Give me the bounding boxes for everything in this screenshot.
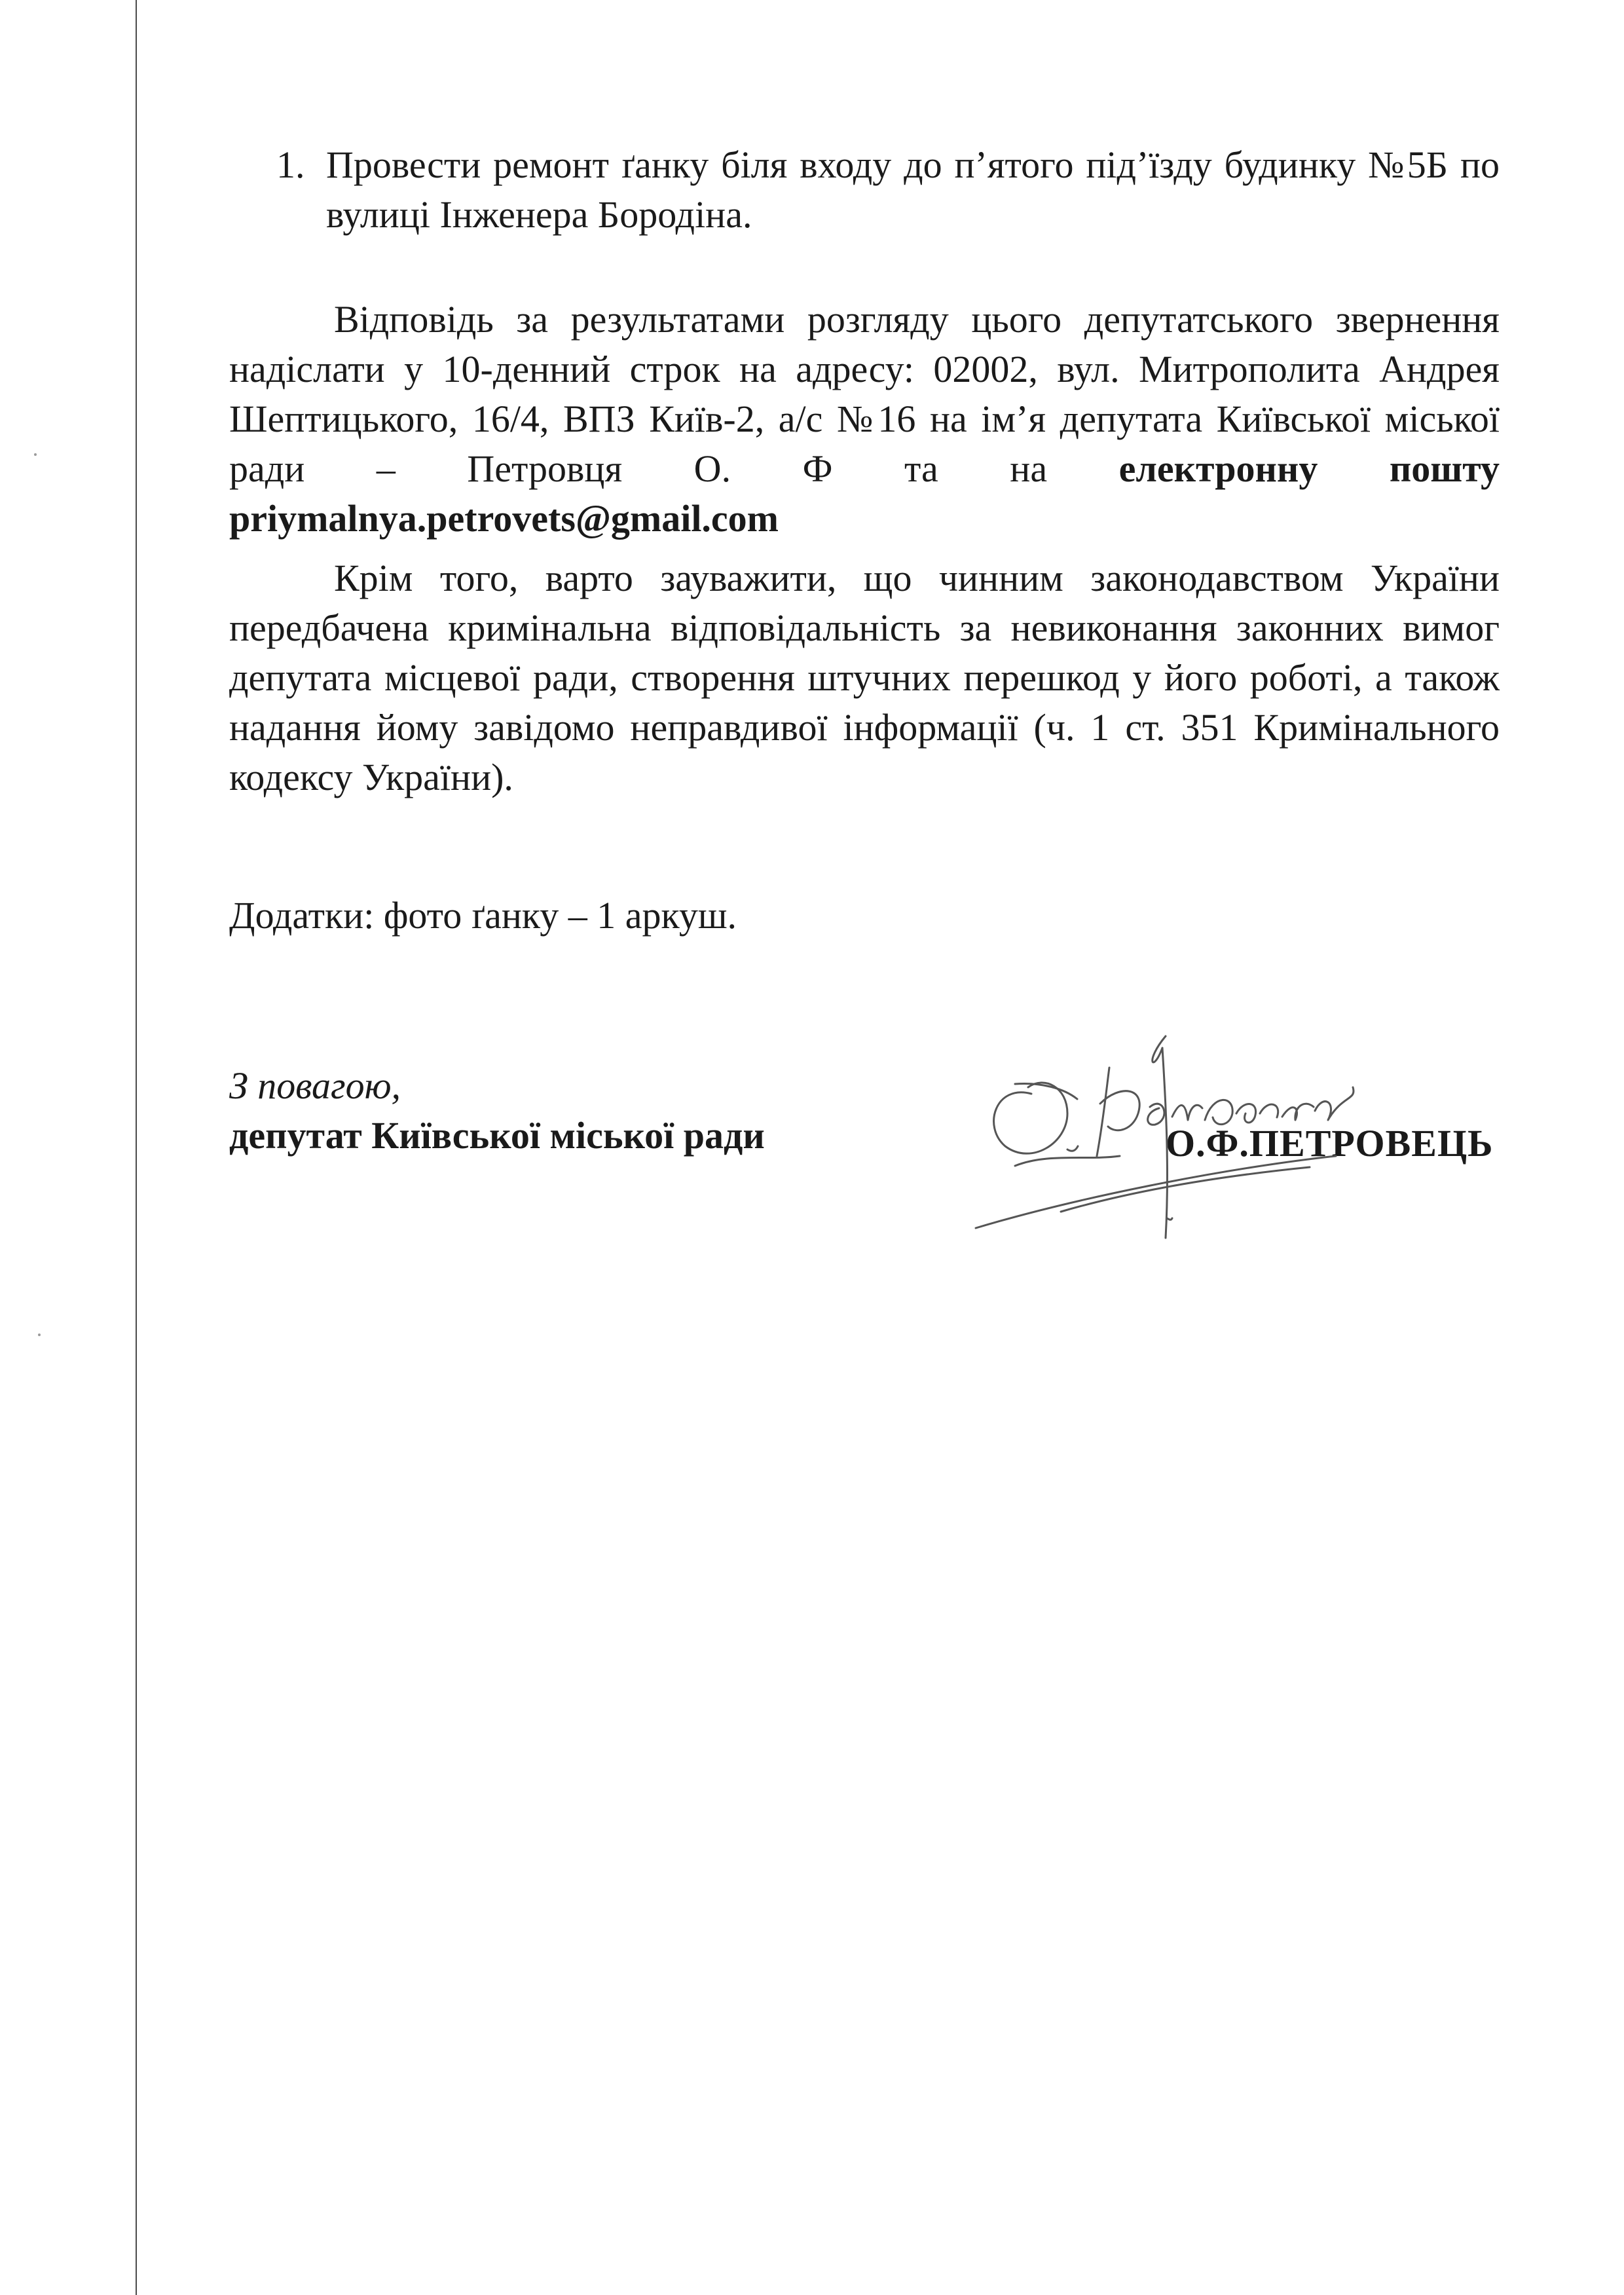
- scan-page-edge: [136, 0, 137, 2295]
- response-paragraph: [229, 295, 1500, 544]
- liability-paragraph: Крім того, варто зауважити, що чинним законодавством України передбачена кримінальна відповідальність за невиконання законних вимог депутата місцевої ради, створення штучних перешкод у його роботі, а також надання йому завідомо неправдивої інформації (ч. 1 ст. 351 Кримінального кодексу України).: [229, 557, 1500, 798]
- scan-speck: [38, 1334, 41, 1336]
- email-address: priymalnya.petrovets@gmail.com: [229, 497, 779, 540]
- signer-position: депутат Київської міської ради: [229, 1114, 765, 1157]
- attachments-line: Додатки: фото ґанку – 1 аркуш.: [229, 894, 737, 937]
- response-text: Відповідь за результатами розгляду цього депутатського звернення надіслати у 10-денний строк на адресу: 02002, вул. Митрополита Андрея Шептицького, 16/4, ВПЗ Київ-2, а/с №16 на ім’я депутата Київської міської ради – Петровця О. Ф та на: [229, 298, 1500, 490]
- closing-salutation: З повагою,: [229, 1064, 401, 1107]
- email-label: електронну пошту: [1118, 447, 1500, 490]
- request-item-text: Провести ремонт ґанку біля входу до п’ятого під’їзду будинку №5Б по вулиці Інженера Бородіна.: [326, 143, 1500, 236]
- handwritten-signature: [969, 1022, 1414, 1258]
- scan-speck: [34, 453, 37, 456]
- signer-name: О.Ф.ПЕТРОВЕЦЬ: [1166, 1122, 1494, 1165]
- request-item-number: 1.: [276, 143, 305, 186]
